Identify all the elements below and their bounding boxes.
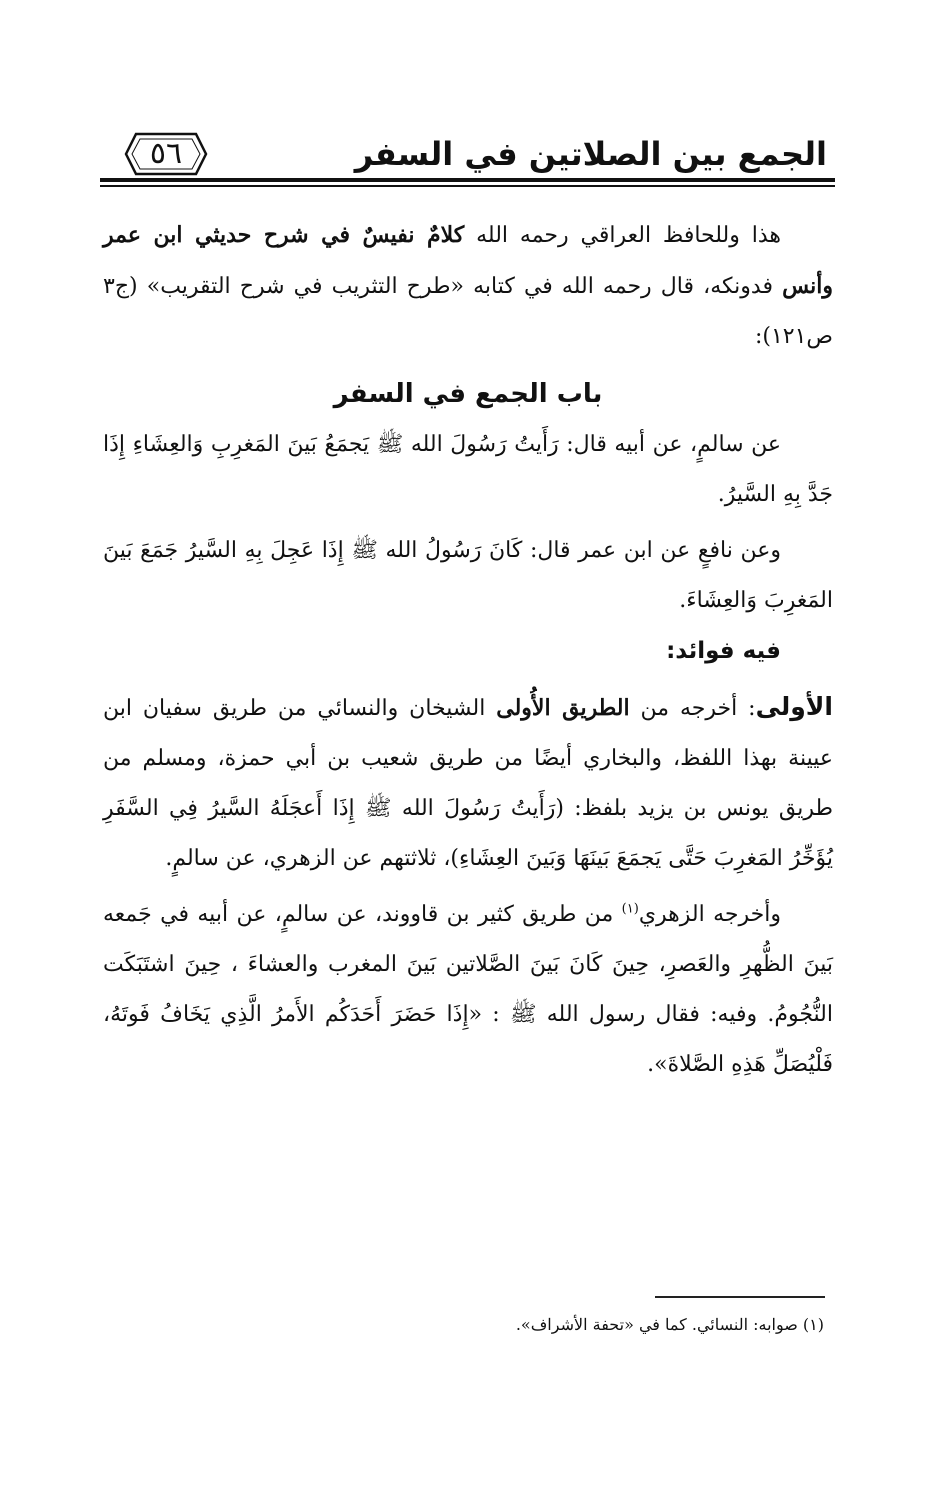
intro-paragraph [103, 210, 833, 362]
header-rule-thick [100, 178, 835, 182]
first-benefit-text-b: الشيخان والنسائي من طريق سفيان ابن عيينة بهذا اللفظ، والبخاري أيضًا من طريق شعيب بن أبي حمزة، ومسلم من طريق يونس بن يزيد بلفظ: (رَأَيتُ رَسُولَ الله ﷺ إِذَا أَعجَلَهُ السَّيرُ فِي السَّفَرِ يُؤَخِّرُ المَغرِبَ حَتَّى يَجمَعَ بَينَهَا وَبَينَ العِشَاءِ)، ثلاثتهم عن الزهري، عن سالمٍ. [103, 696, 833, 871]
footnote: (١) صوابه: النسائي. كما في «تحفة الأشراف». [515, 1315, 824, 1334]
first-benefit-bold: الطريق الأُولى [496, 695, 630, 721]
intro-text-b: فدونكه، قال رحمه الله في كتابه «طرح التثريب في شرح التقريب» (ج٣ ص١٢١): [103, 274, 833, 349]
first-benefit-lead: الأولى [755, 692, 833, 721]
hadith-1: عن سالمٍ، عن أبيه قال: رَأَيتُ رَسُولَ الله ﷺ يَجمَعُ بَينَ المَغرِبِ وَالعِشَاءِ إِذَا جَدَّ بِهِ السَّيرُ. [103, 432, 833, 507]
intro-bold-text: كلامٌ نفيسٌ في شرح حديثي ابن عمر وأنس [103, 222, 833, 299]
hadith-2: وعن نافعٍ عن ابن عمر قال: كَانَ رَسُولُ الله ﷺ إِذَا عَجِلَ بِهِ السَّيرُ جَمَعَ بَينَ المَغرِبَ وَالعِشَاءَ. [103, 538, 833, 613]
footnote-marker[interactable]: (١) [621, 901, 639, 917]
footnote-separator [655, 1296, 825, 1298]
section-heading: باب الجمع في السفر [333, 379, 603, 409]
running-title: الجمع بين الصلاتين في السفر [354, 135, 827, 173]
page-number-badge [122, 130, 210, 178]
first-benefit-paragraph [103, 682, 833, 884]
second-text-a: وأخرجه الزهري [638, 902, 781, 927]
intro-text-a: هذا وللحافظ العراقي رحمه الله [464, 223, 781, 248]
first-benefit-text-a: : أخرجه من [629, 696, 756, 721]
header-rule-thin [100, 185, 835, 187]
second-text-b: من طريق كثير بن قاووند، عن سالمٍ، عن أبيه في جَمعه بَينَ الظُّهرِ والعَصرِ، حِينَ كَانَ بَينَ الصَّلاتين بَينَ المغرب والعشاءَ ، حِينَ اشتَبَكَت النُّجُومُ. وفيه: فقال رسول الله ﷺ : «إِذَا حَضَرَ أَحَدَكُم الأَمرُ الَّذِي يَخَافُ فَوتَهُ، فَلْيُصَلِّ هَذِهِ الصَّلاةَ». [103, 902, 833, 1077]
benefits-heading: فيه فوائد: [666, 638, 781, 664]
main-text [103, 210, 833, 1090]
second-paragraph [103, 890, 833, 1090]
page-number: ٥٦ [149, 136, 183, 171]
